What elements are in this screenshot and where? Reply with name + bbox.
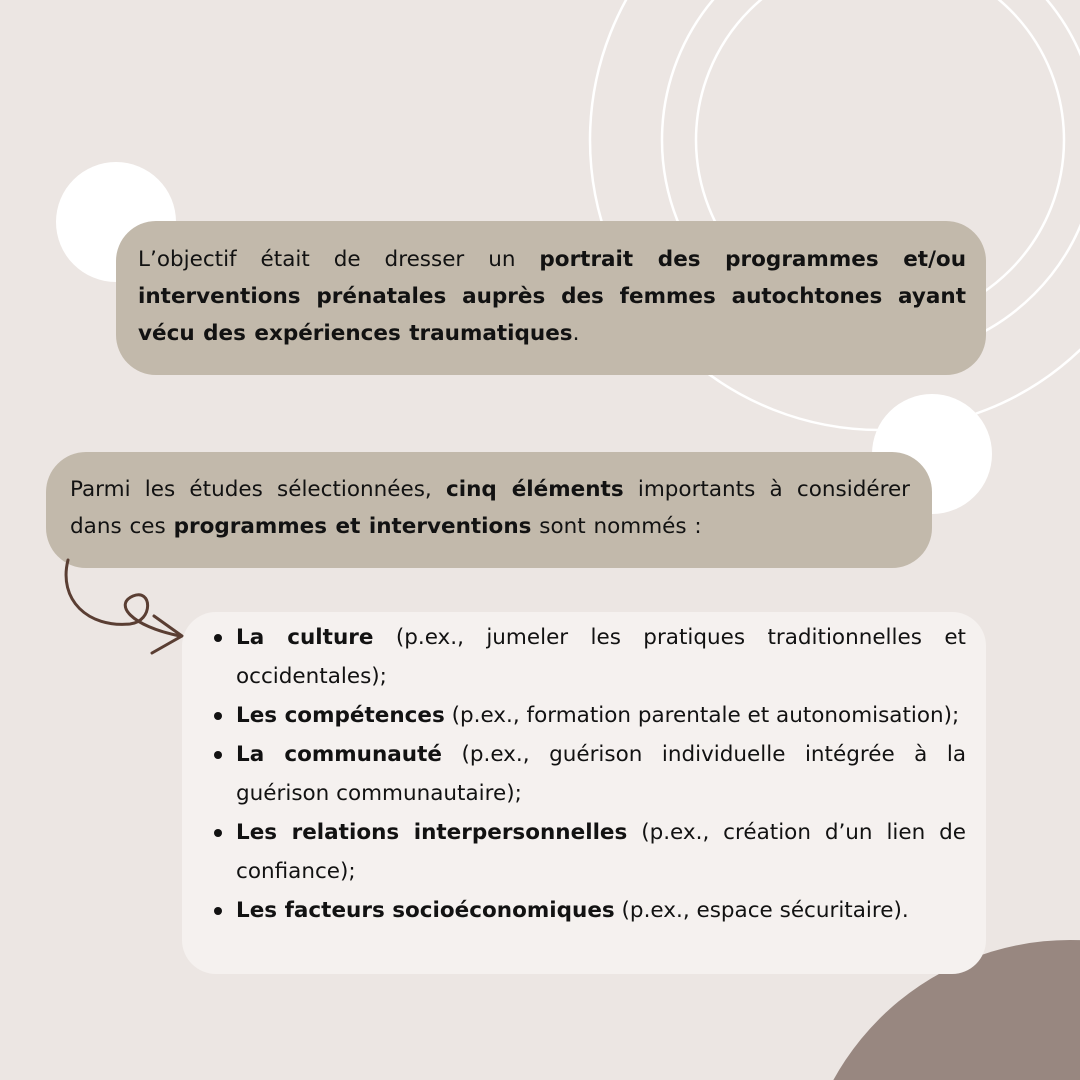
list-item	[212, 813, 966, 891]
list-item	[212, 618, 966, 696]
element-detail: (p.ex., formation parentale et autonomisation);	[444, 703, 960, 728]
list-item	[212, 696, 966, 735]
bullet-icon	[214, 907, 222, 915]
bullet-icon	[214, 751, 222, 759]
bullet-icon	[214, 829, 222, 837]
list-item	[212, 735, 966, 813]
bullet-icon	[214, 712, 222, 720]
element-term: Les relations interpersonnelles	[236, 820, 628, 845]
studies-intro: Parmi les études sélectionnées,	[70, 477, 447, 502]
list-item	[212, 891, 966, 930]
element-detail: (p.ex., création d’un lien de confiance);	[236, 820, 966, 884]
studies-highlight-programs: programmes et interventions	[173, 514, 532, 539]
elements-list-card	[182, 612, 986, 974]
studies-card	[46, 452, 932, 568]
studies-highlight-count: cinq éléments	[446, 477, 624, 502]
bullet-icon	[214, 634, 222, 642]
element-term: La culture	[236, 625, 374, 650]
studies-middle: importants à considérer dans ces	[70, 477, 911, 539]
objective-end: .	[572, 321, 580, 346]
objective-intro: L’objectif était de dresser un	[138, 247, 540, 272]
studies-end: sont nommés :	[531, 514, 702, 539]
element-term: Les facteurs socioéconomiques	[236, 898, 615, 923]
elements-list	[212, 618, 966, 930]
objective-card	[116, 221, 986, 375]
objective-highlight: portrait des programmes et/ou interventions prénatales auprès des femmes autochtones ayant vécu des expériences traumatiques	[138, 247, 966, 346]
element-term: La communauté	[236, 742, 442, 767]
element-detail: (p.ex., jumeler les pratiques traditionnelles et occidentales);	[236, 625, 966, 689]
element-detail: (p.ex., espace sécuritaire).	[614, 898, 909, 923]
element-term: Les compétences	[236, 703, 445, 728]
element-detail: (p.ex., guérison individuelle intégrée à la guérison communautaire);	[236, 742, 966, 806]
